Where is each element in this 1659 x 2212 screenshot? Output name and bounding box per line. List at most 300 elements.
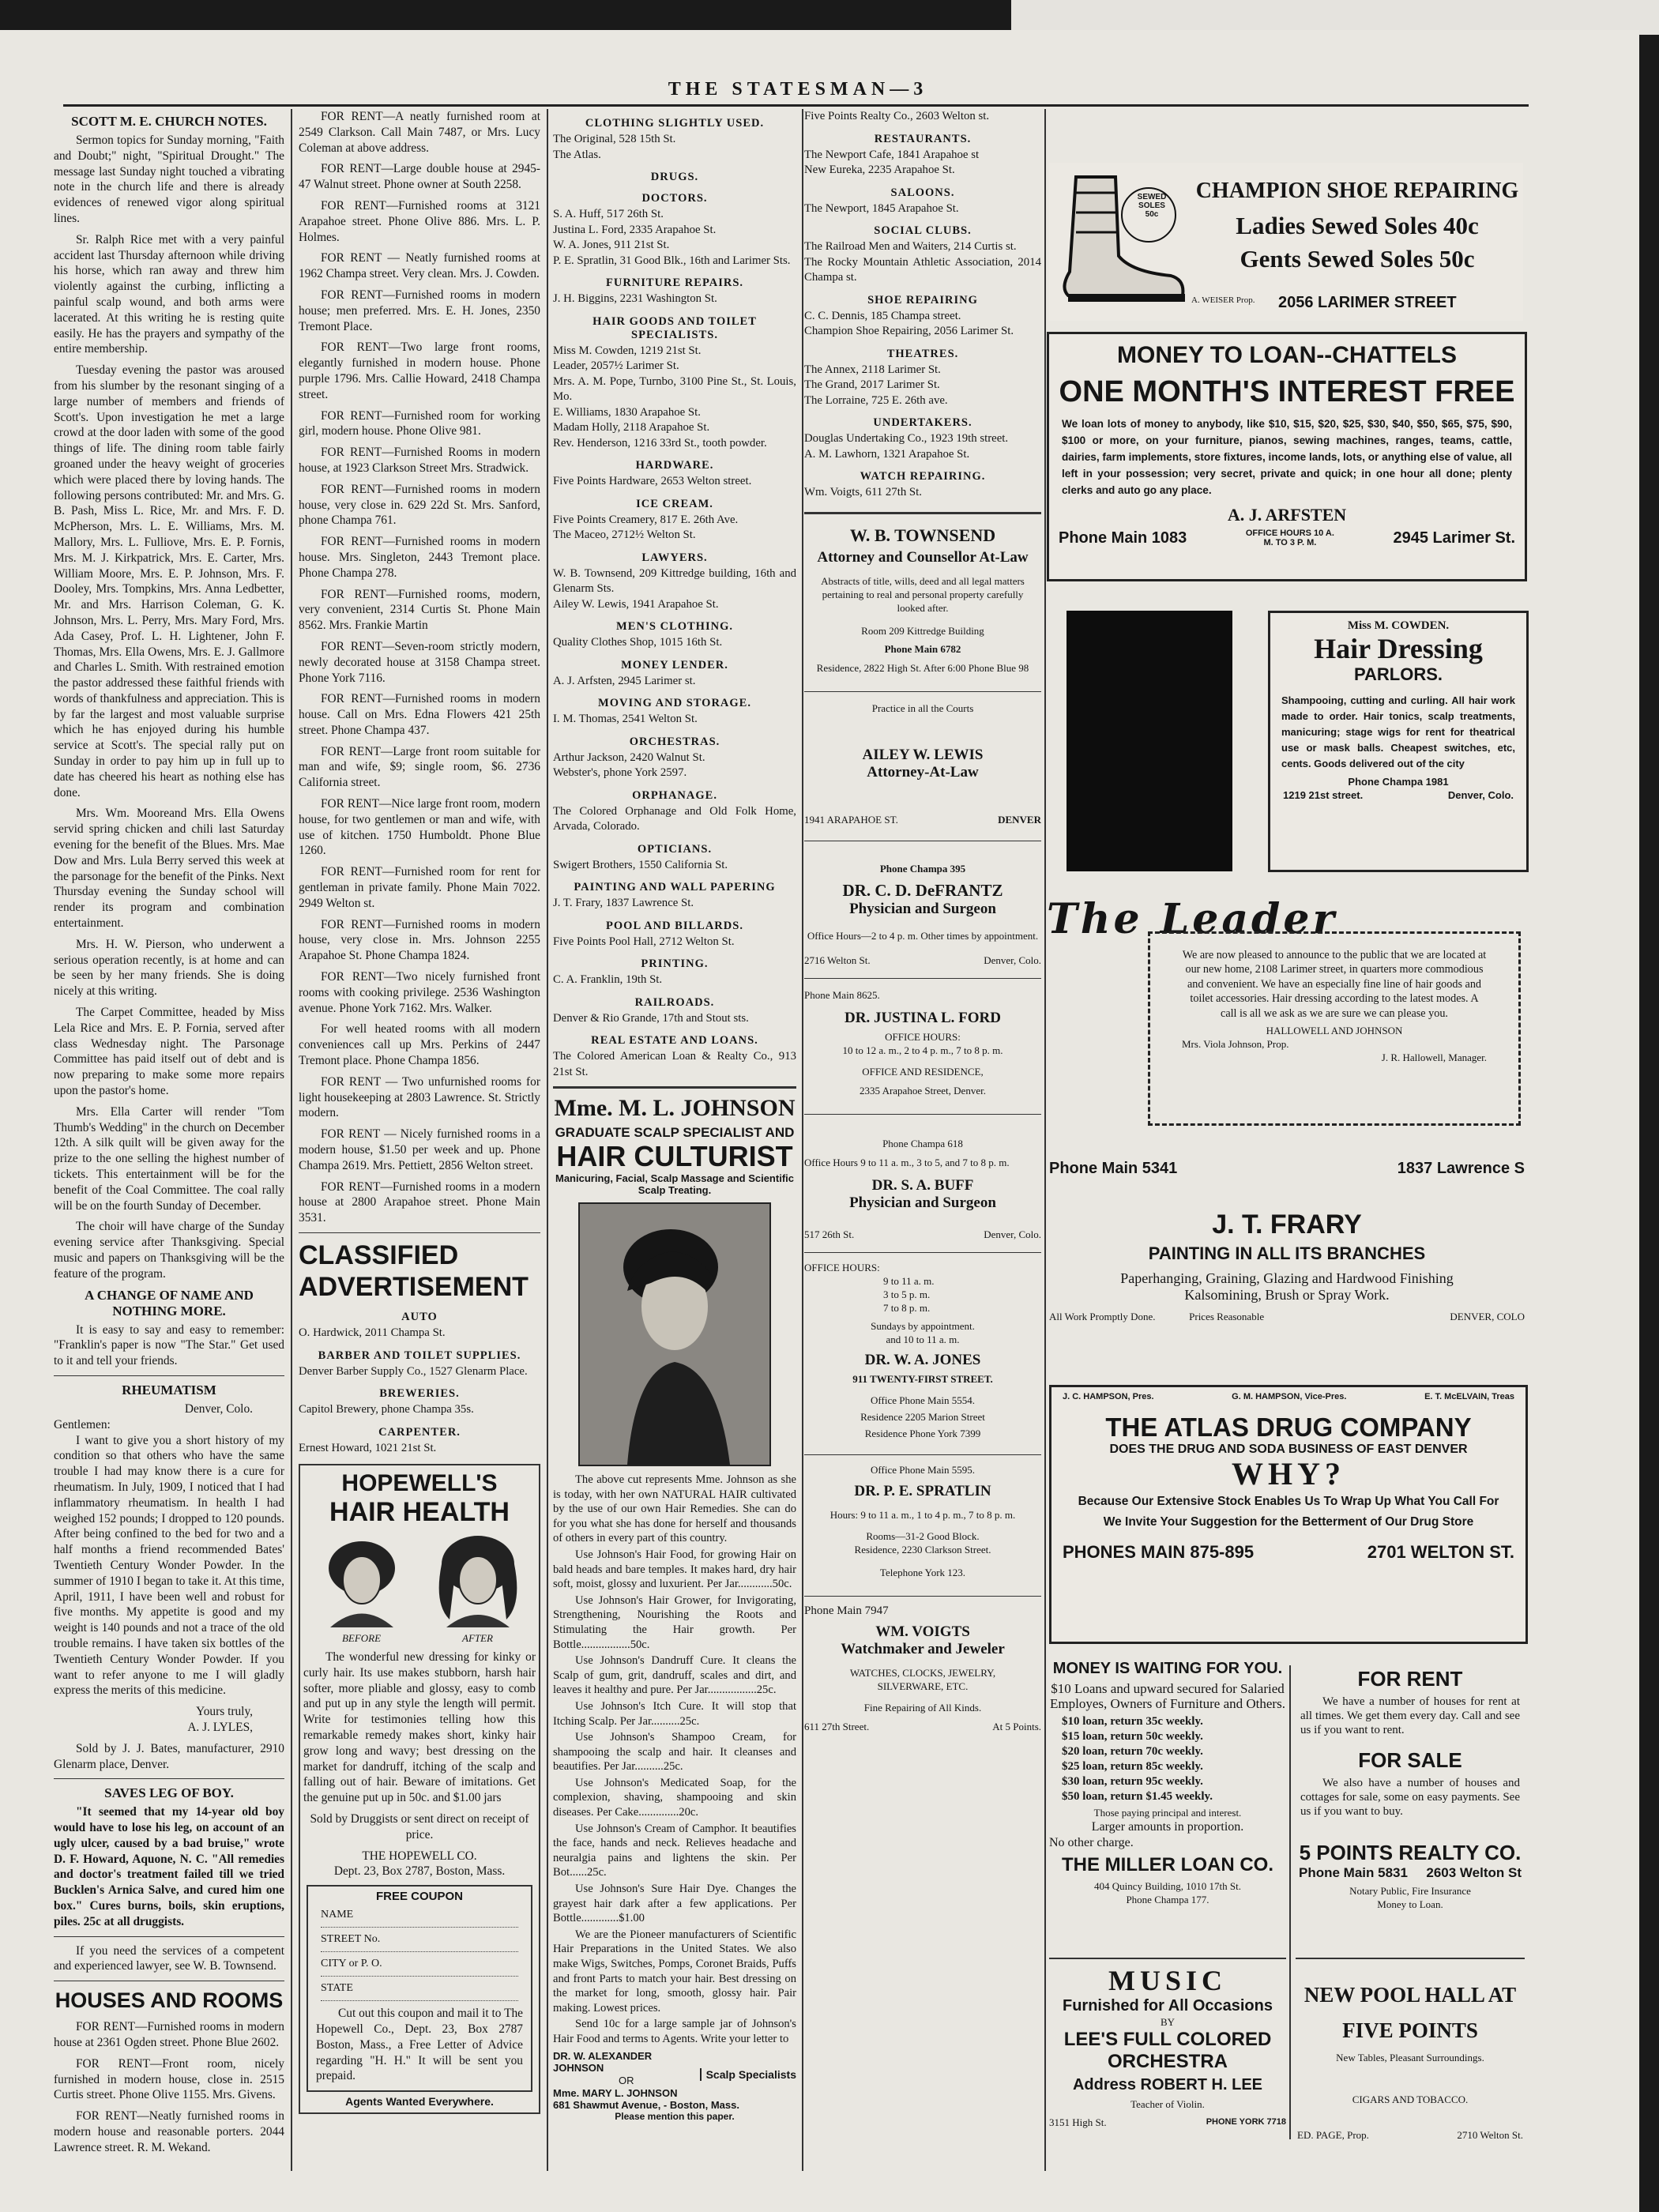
atlas-officer-1: J. C. HAMPSON, Pres. (1063, 1392, 1154, 1401)
townsend-title: Attorney and Counsellor At-Law (817, 548, 1029, 566)
masthead-rule (63, 104, 1529, 107)
cowden-ad (1268, 611, 1529, 872)
johnson-paragraph: Use Johnson's Shampoo Cream, for shampooing the scalp and hair. It cleanses and beautifies. Per Jar..........25c. (553, 1731, 796, 1774)
cowden-title-2: PARLORS. (1353, 664, 1443, 684)
article-title-rheumatism: RHEUMATISM (122, 1382, 216, 1398)
defrantz-name: DR. C. D. DeFRANTZ (842, 880, 1003, 900)
voigts-fine: Fine Repairing of All Kinds. (863, 1701, 982, 1714)
miller-loan-ad (1049, 1659, 1286, 1943)
directory-entry: Denver & Rio Grande, 17th and Stout sts. (553, 1011, 749, 1025)
spratlin-card (804, 1462, 1041, 1589)
defrantz-title: Physician and Surgeon (849, 900, 996, 917)
loan-hours: OFFICE HOURS 10 A. M. TO 3 P. M. (1245, 529, 1334, 547)
rental-listing: FOR RENT—Seven-room strictly modern, newly decorated house at 3158 Champa street. Phone York 7116. (299, 639, 540, 685)
loan-address: 2945 Larimer St. (1393, 529, 1515, 547)
for-rent-text: We have a number of houses for rent at all times. We get them every day. Call and see us if you want to rent. (1300, 1695, 1520, 1736)
lewis-card (804, 698, 1041, 834)
rental-listing: FOR RENT—Furnished rooms at 3121 Arapahoe street. Phone Olive 886. Mrs. L. P. Holmes. (299, 198, 540, 244)
johnson-paragraph: Use Johnson's Hair Grower, for Invigorating, Strengthening, Nourishing the Roots and Stimulating the Hair growth. Per Bottle.................50c. (553, 1593, 796, 1651)
church-paragraph: Mrs. Wm. Mooreand Mrs. Ella Owens servid spring chicken and chili last Saturday evening for the benefit of the Blues. Mrs. Mae Dow and Mrs. Lula Berry served this week at the parsonage for the benefit of the Pinks. Next Thursday evening the Sunday school will render its program and combination entertainment. (54, 807, 284, 931)
article-title-leg: SAVES LEG OF BOY. (104, 1785, 234, 1801)
spratlin-telephone: Telephone York 123. (879, 1566, 966, 1578)
johnson-footer-name-1: DR. W. ALEXANDER JOHNSON (553, 2049, 653, 2074)
music-sub: Furnished for All Occasions (1063, 1997, 1273, 2014)
miller-rate: $15 loan, return 50c weekly. (1062, 1730, 1203, 1743)
directory-entry: J. H. Biggins, 2231 Washington St. (553, 292, 717, 305)
church-paragraph: Sermon topics for Sunday morning, "Faith and Doubt;" night, "Spiritual Drought." The message last Sunday night touched a vibrating note in the church life and there is already evidences of renewed vigor along spiritual lines. (54, 134, 284, 225)
champion-address: 2056 LARIMER STREET (1278, 294, 1457, 311)
lewis-title: Attorney-At-Law (867, 763, 979, 781)
rental-listing: FOR RENT—Furnished rooms, modern, very convenient, 2314 Curtis St. Phone Main 8562. Mrs. Frankie Martin (299, 587, 540, 633)
directory-entry: The Newport Cafe, 1841 Arapahoe st (804, 148, 980, 161)
townsend-name: W. B. TOWNSEND (849, 525, 996, 545)
directory-entry: E. Williams, 1830 Arapahoe St. (553, 405, 701, 419)
for-rent-ad (1296, 1667, 1525, 1911)
boot-icon (1052, 169, 1187, 311)
jones-address: 911 TWENTY-FIRST STREET. (852, 1372, 993, 1385)
rental-listing: FOR RENT—Furnished room for working girl, modern house. Phone Olive 981. (299, 408, 540, 438)
voigts-sub: WATCHES, CLOCKS, JEWELRY, SILVERWARE, ETC. (849, 1666, 996, 1692)
directory-entry: The Original, 528 15th St. (553, 133, 676, 145)
directory-entry: The Rocky Mountain Athletic Association, 2014 Champa st. (804, 255, 1041, 284)
atlas-officers (1051, 1387, 1525, 1401)
voigts-card (804, 1603, 1041, 1738)
directory-entry: The Maceo, 2712½ Welton St. (553, 529, 696, 541)
pool-prop: ED. PAGE, Prop. (1297, 2129, 1369, 2141)
leader-props: HALLOWELL AND JOHNSON (1266, 1025, 1403, 1037)
rheumatism-place: Denver, Colo. (184, 1401, 253, 1416)
realty-address: 2603 Welton St (1426, 1865, 1522, 1880)
johnson-footer (553, 2050, 796, 2099)
cowden-text: Shampooing, cutting and curling. All hair work made to order. Hair tonics, scalp treatments, manicuring; stage wigs for rent for theatrical use or mask balls. Cheapest switches, etc, cents. Goods delivered out of the city (1281, 694, 1515, 769)
jones-card (804, 1259, 1041, 1448)
miller-rate: $50 loan, return $1.45 weekly. (1062, 1790, 1213, 1803)
directory-category: FURNITURE REPAIRS. (605, 276, 744, 289)
column-2 (299, 109, 540, 2187)
miller-note-3: No other charge. (1049, 1835, 1134, 1849)
directory-entry: The Colored American Loan & Realty Co., 913 21st St. (553, 1050, 796, 1078)
miller-rate: $10 loan, return 35c weekly. (1062, 1715, 1203, 1728)
spratlin-phone: Office Phone Main 5595. (871, 1463, 975, 1476)
coupon-fields (308, 1903, 531, 2001)
directory-entry: The Railroad Men and Waiters, 214 Curtis st. (804, 240, 1017, 253)
masthead: THE STATESMAN—3 (668, 79, 928, 100)
divider (54, 1936, 284, 1937)
rental-listing: FOR RENT—Large front room suitable for man and wife, $9; single room, $6. 2736 California street. (299, 744, 540, 790)
cowden-address-row (1270, 788, 1526, 802)
rental-listing: FOR RENT—Furnished rooms in modern house, very close in. 629 22d St. Mrs. Sanford, phone Champa 761. (299, 482, 540, 528)
divider (804, 1252, 1041, 1253)
champion-gents: Gents Sewed Soles 50c (1240, 245, 1475, 273)
divider (54, 1375, 284, 1376)
directory-entry: The Annex, 2118 Larimer St. (804, 363, 941, 376)
lewis-city: DENVER (998, 813, 1041, 826)
directory-entry: Webster's, phone York 2597. (553, 766, 687, 779)
directory-category: HARDWARE. (635, 459, 714, 472)
spratlin-hours: Hours: 9 to 11 a. m., 1 to 4 p. m., 7 to 8 p. m. (830, 1508, 1016, 1521)
directory-entry: The Newport, 1845 Arapahoe St. (804, 201, 959, 215)
atlas-drug-ad (1049, 1385, 1528, 1644)
loan-title-2: ONE MONTH'S INTEREST FREE (1059, 375, 1515, 408)
cowden-phone: Phone Champa 1981 (1348, 776, 1449, 788)
directory-entry: A. M. Lawhorn, 1321 Arapahoe St. (804, 447, 970, 461)
coupon-field: STATE (321, 1977, 518, 2001)
badge-line-2: SOLES (1138, 201, 1165, 210)
directory-entry: Leader, 2057½ Larimer St. (553, 359, 679, 372)
directory-entry: Champion Shoe Repairing, 2056 Larimer St. (804, 325, 1014, 337)
atlas-title: THE ATLAS DRUG COMPANY (1105, 1413, 1472, 1442)
arfsten-loan-ad (1047, 332, 1527, 581)
leader-title: The Leader (1047, 895, 1337, 943)
lawyer-note: If you need the services of a competent and experienced lawyer, see W. B. Townsend. (54, 1943, 284, 1973)
jones-phone-3: Residence Phone York 7399 (864, 1427, 981, 1439)
hopewell-address: Dept. 23, Box 2787, Boston, Mass. (333, 1864, 506, 1879)
johnson-paragraph: Use Johnson's Dandruff Cure. It cleans the Scalp of gum, grit, dandruff, scales and dirt, and leaves it healthy and pure. Per Jar.................25c. (553, 1654, 796, 1697)
rental-listing: FOR RENT—Nice large front room, modern house, for two gentlemen or man and wife, with use of kitchen. 1750 Humboldt. Phone Blue 1260. (299, 797, 540, 858)
johnson-sub-1: GRADUATE SCALP SPECIALIST AND (555, 1125, 795, 1140)
atlas-phones: PHONES MAIN 875-895 (1063, 1542, 1255, 1562)
directory-entry: Five Points Pool Hall, 2712 Welton St. (553, 935, 735, 948)
frary-city: DENVER, COLO (1450, 1311, 1525, 1322)
pool-bottom-row (1296, 2128, 1525, 2142)
frary-bottom-row (1049, 1310, 1525, 1323)
divider (54, 1778, 284, 1779)
directory-entry: J. T. Frary, 1837 Lawrence St. (553, 897, 694, 909)
rental-listing: FOR RENT—Furnished rooms in modern house; men preferred. Mrs. E. H. Jones, 2350 Tremont Place. (299, 288, 540, 333)
directory-entry: The Atlas. (553, 148, 601, 161)
directory-entry: Five Points Hardware, 2653 Welton street. (553, 475, 752, 487)
article-name-change-body: It is easy to say and easy to remember: "Franklin's paper is now "The Star." Get used to it and tell your friends. (54, 1322, 284, 1368)
directory-category: SHOE REPAIRING (867, 293, 978, 307)
rental-listing: FOR RENT—Furnished rooms in modern house, very close in. Mrs. Johnson 2255 Arapahoe St. Phone Champa 1824. (299, 917, 540, 963)
after-figure (431, 1533, 525, 1645)
miller-rates (1049, 1714, 1286, 1804)
johnson-portrait (578, 1202, 771, 1466)
champion-ladies: Ladies Sewed Soles 40c (1236, 212, 1479, 239)
column-rule (547, 109, 548, 2171)
music-phone: PHONE YORK 7718 (1206, 2117, 1286, 2127)
column-3 (553, 109, 796, 2187)
miller-rate: $25 loan, return 85c weekly. (1062, 1760, 1203, 1773)
atlas-officer-3: E. T. McELVAIN, Treas (1424, 1392, 1514, 1401)
coupon-field: NAME (321, 1903, 518, 1928)
jones-hours-3: 7 to 8 p. m. (883, 1301, 931, 1314)
for-rent-title: FOR RENT (1357, 1667, 1463, 1691)
church-paragraph: The choir will have charge of the Sunday evening service after Thanksgiving. Special music and papers on Thanksgiving will be the feature of the program. (54, 1220, 284, 1281)
ford-card (804, 985, 1041, 1108)
defrantz-address-row (804, 954, 1041, 967)
rheumatism-closing: Yours truly, (196, 1705, 253, 1719)
directory-category: UNDERTAKERS. (873, 416, 972, 429)
jones-phone-2: Residence 2205 Marion Street (860, 1410, 985, 1423)
leader-manager: J. R. Hallowell, Manager. (1381, 1051, 1487, 1064)
houses-listing: FOR RENT—Furnished rooms in modern house at 2361 Ogden street. Phone Blue 2602. (54, 2020, 284, 2050)
directory-entry: W. B. Townsend, 209 Kittredge building, 16th and Glenarm Sts. (553, 566, 796, 595)
badge-line-1: SEWED (1137, 193, 1167, 201)
champion-prop: A. WEISER Prop. (1191, 295, 1255, 305)
music-bottom-row (1049, 2116, 1286, 2129)
loan-text: We loan lots of money to anybody, like $10, $15, $20, $25, $30, $40, $50, $65, $75, $90, $100 or more, on your furniture, pianos, sewing machines, ranges, teams, cattle, dairies, farm implements, store fixtures, income lands, lots, or anything else of value, all left in your possession; very secret, private and quick; in one hour all done; plenty clerks and auto go any place. (1062, 418, 1512, 496)
townsend-text: Abstracts of title, wills, deed and all legal matters pertaining to real and personal property carefully looked after. (821, 574, 1025, 614)
johnson-paragraph: The above cut represents Mme. Johnson as she is today, with her own NATURAL HAIR cultivated by the use of our own Hair Remedies. She can do for you what she has done for herself and thousands of others in every part of this country. (553, 1473, 796, 1545)
ford-hours-title: OFFICE HOURS: (885, 1030, 961, 1043)
directory-entry: I. M. Thomas, 2541 Welton St. (553, 713, 698, 725)
directory-entry: Madam Holly, 2118 Arapahoe St. (553, 421, 710, 434)
pool-title-1: NEW POOL HALL AT (1304, 1983, 1517, 2007)
leader-frame (1148, 931, 1521, 1126)
loan-phone: Phone Main 1083 (1059, 529, 1187, 547)
voigts-phone: Phone Main 7947 (804, 1604, 889, 1617)
directory-category: BREWERIES. (379, 1387, 460, 1400)
voigts-title: Watchmaker and Jeweler (841, 1640, 1005, 1657)
leader-prop: Mrs. Viola Johnson, Prop. (1182, 1038, 1289, 1051)
jones-sundays: Sundays by appointment. (871, 1319, 975, 1332)
loan-name: A. J. ARFSTEN (1227, 505, 1347, 525)
defrantz-city: Denver, Colo. (984, 954, 1041, 966)
rental-listing: FOR RENT—Two nicely furnished front rooms with cooking privilege. 2536 Washington avenue. Phone York 7162. Mrs. Walker. (299, 970, 540, 1015)
johnson-paragraph: Use Johnson's Itch Cure. It will stop that Itching Scalp. Per Jar..........25c. (553, 1699, 796, 1728)
music-street: 3151 High St. (1049, 2116, 1107, 2128)
article-title-name-change: A CHANGE OF NAME AND NOTHING MORE. (85, 1287, 254, 1319)
coupon-title: FREE COUPON (375, 1890, 463, 1904)
hopewell-company: THE HOPEWELL CO. (362, 1849, 477, 1863)
rental-listing: FOR RENT—Large double house at 2945-47 Walnut street. Phone owner at South 2258. (299, 162, 540, 192)
directory-entry: Swigert Brothers, 1550 California St. (553, 858, 728, 871)
directory-entry: Mrs. A. M. Pope, Turnbo, 3100 Pine St., St. Louis, Mo. (553, 374, 796, 403)
directory-entry: Miss M. Cowden, 1219 21st St. (553, 344, 702, 357)
johnson-footer-or: OR (619, 2074, 634, 2086)
huff-city: Denver, Colo. (984, 1228, 1041, 1240)
frary-top-row (1049, 1160, 1525, 1178)
directory-category: PAINTING AND WALL PAPERING (574, 881, 776, 893)
directory-category: DOCTORS. (641, 192, 708, 205)
realty-sub-2: Money to Loan. (1377, 1898, 1443, 1910)
directory-category: PRINTING. (641, 957, 709, 970)
ford-office: OFFICE AND RESIDENCE, (862, 1065, 984, 1078)
directory-category: THEATRES. (886, 347, 959, 360)
pool-sub: New Tables, Pleasant Surroundings. (1336, 2052, 1484, 2063)
frary-title: PAINTING IN ALL ITS BRANCHES (1148, 1243, 1426, 1263)
blank-ad-block (1066, 611, 1232, 871)
ford-name: DR. JUSTINA L. FORD (845, 1009, 1001, 1026)
directory-category: SALOONS. (890, 186, 955, 199)
lewis-name: AILEY W. LEWIS (862, 746, 984, 763)
before-label: BEFORE (341, 1632, 382, 1644)
directory-entry: New Eureka, 2235 Arapahoe St. (804, 164, 955, 176)
huff-address-row (804, 1228, 1041, 1241)
ford-phone: Phone Main 8625. (804, 988, 880, 1001)
article-title-church: SCOTT M. E. CHURCH NOTES. (71, 114, 267, 129)
huff-hours: Office Hours 9 to 11 a. m., 3 to 5, and 7 to 8 p. m. (804, 1156, 1010, 1168)
divider (804, 512, 1041, 514)
directory-entry: Arthur Jackson, 2420 Walnut St. (553, 750, 705, 764)
divider (804, 691, 1041, 692)
frary-done: All Work Promptly Done. (1049, 1311, 1156, 1322)
directory-entry: Justina L. Ford, 2335 Arapahoe St. (553, 223, 717, 236)
townsend-phone: Phone Main 6782 (884, 642, 961, 655)
sewed-soles-badge (1125, 193, 1179, 219)
for-sale-title: FOR SALE (1358, 1748, 1462, 1772)
music-by: BY (1160, 2016, 1176, 2028)
johnson-paragraph: Use Johnson's Cream of Camphor. It beautifies the face, hands and neck. Relieves headache and neuralgia pains and lightens the skin. Per Bot......25c. (553, 1822, 796, 1879)
atlas-line-2: We Invite Your Suggestion for the Betterment of Our Drug Store (1103, 1515, 1474, 1529)
atlas-officer-2: G. M. HAMPSON, Vice-Pres. (1232, 1392, 1347, 1401)
directory-entry: C. C. Dennis, 185 Champa street. (804, 309, 961, 322)
directory-entry: C. A. Franklin, 19th St. (553, 973, 663, 986)
directory-entry: O. Hardwick, 2011 Champa St. (299, 1326, 446, 1339)
directory-entry: Ailey W. Lewis, 1941 Arapahoe St. (553, 597, 719, 611)
article-leg-body: "It seemed that my 14-year old boy would have to lose his leg, on account of an ugly ulcer, caused by a bad bruise," wrote D. F. Howard, Aquone, N. C. "All remedies and doctor's treatment failed till we tried Bucklen's Arnica Salve, and cured him one box." Cures burns, boils, skin eruptions, piles. 25c at all druggists. (54, 1805, 284, 1928)
johnson-paragraph: Use Johnson's Sure Hair Dye. Changes the grayest hair dark after a few applications. Per Bottle.............$1.00 (553, 1883, 796, 1925)
directory-entry: Rev. Henderson, 1216 33rd St., tooth powder. (553, 436, 767, 450)
huff-name: DR. S. A. BUFF (871, 1176, 974, 1194)
woman-after-icon (431, 1533, 525, 1627)
lewis-practice: Practice in all the Courts (871, 702, 974, 714)
jones-phone-1: Office Phone Main 5554. (871, 1394, 975, 1406)
townsend-card (804, 521, 1041, 685)
ford-address: 2335 Arapahoe Street, Denver. (860, 1084, 986, 1097)
miller-address: 404 Quincy Building, 1010 17th St. (1094, 1879, 1241, 1892)
leader-text: We are now pleased to announce to the public that we are located at our new home, 2108 Larimer street, in quarters more commodious and convenient. We have an especially fine line of hair goods and toilet accessories. Hair dressing according to the latest modes. A call is all we ask as we are sure we can please you. (1182, 949, 1487, 1020)
miller-title: MONEY IS WAITING FOR YOU. (1052, 1660, 1283, 1677)
pool-cigars: CIGARS AND TOBACCO. (1352, 2094, 1469, 2105)
rental-listing: FOR RENT—Furnished rooms in modern house. Call on Mrs. Edna Flowers 421 25th street. Phone Champa 437. (299, 692, 540, 737)
lewis-address-row (804, 813, 1041, 826)
coupon-field: CITY or P. O. (321, 1952, 518, 1977)
column-rule (291, 109, 292, 2171)
agents-wanted: Agents Wanted Everywhere. (345, 2095, 494, 2109)
directory-category: CARPENTER. (378, 1425, 461, 1439)
loan-bottom-row (1049, 529, 1525, 547)
directory-list-2 (804, 133, 1041, 501)
jones-hours-2: 3 to 5 p. m. (883, 1288, 931, 1300)
church-paragraph: Mrs. Ella Carter will render "Tom Thumb's Wedding" in the church on December 12th. A silk quilt will be given away for the prize to the one selling the highest number of tickets. This entertainment will be for the benefit of the Coal Committee. The coal rally will be on the fourth Sunday of December. (54, 1104, 284, 1213)
jones-name: DR. W. A. JONES (864, 1351, 981, 1368)
frary-sub-1: Paperhanging, Graining, Glazing and Hardwood Finishing (1120, 1270, 1454, 1286)
pool-title-2: FIVE POINTS (1342, 2018, 1478, 2042)
johnson-paragraph: Use Johnson's Hair Food, for growing Hair on bald heads and bare temples. It makes hard, dry hair soft, moist, glossy and luxurient. Per Jar............50c. (553, 1548, 796, 1591)
coupon-box (307, 1885, 532, 2092)
rheumatism-body: I want to give you a short history of my condition so that others who have the same trouble I had may know there is a cure for rheumatism. In July, 1909, I noticed that I had inflammatory rheumatism. In health I had weighed 152 pounds; I dropped to 120 pounds. After being confined to the bed for two and a half months a friend recommended Bates' Twentieth Century Wonder Powder. In the summer of 1910 I began to take it. At this time, April, 1911, I have been well and robust for five months. My appetite is good and my weight is 140 pounds and not a trace of the old trouble remains. I have taken six bottles of the Twentieth Century Wonder Powder. If you want to refer anyone to me I will gladly express the merits of this medicine. (54, 1433, 284, 1698)
realty-row (1296, 1865, 1525, 1881)
voigts-location: At 5 Points. (992, 1720, 1041, 1732)
directory-category: REAL ESTATE AND LOANS. (591, 1034, 758, 1047)
hopewell-body: The wonderful new dressing for kinky or curly hair. Its use makes stubborn, harsh hair softer, more pliable and glossy, easy to comb and put up in any style the length will permit. Write for testimonies telling how this remarkable remedy makes short, kinky hair grow long and wavy; best dressing on the market for dandruff, itching of the scalp and falling out of hair. Beware of imitations. Get the genuine put up in 50c. and $1.00 jars (303, 1650, 536, 1805)
divider (804, 1596, 1041, 1597)
voigts-address-row (804, 1720, 1041, 1733)
rental-listing: FOR RENT—Furnished rooms in a modern house at 2800 Arapahoe street. Phone Main 3531. (299, 1179, 540, 1225)
huff-title: Physician and Surgeon (849, 1194, 996, 1211)
jones-sundays-2: and 10 to 11 a. m. (886, 1333, 960, 1345)
rental-listing: FOR RENT—A neatly furnished room at 2549 Clarkson. Call Main 7487, or Mrs. Lucy Coleman at above address. (299, 110, 540, 155)
for-sale-text: We also have a number of houses and cottages for sale, some on easy payments. See us if you want to buy. (1300, 1777, 1520, 1818)
johnson-paragraph: We are the Pioneer manufacturers of Scientific Hair Preparations in the United States. We also make Wigs, Switches, Pomps, Coronet Braids, Puffs and front Parts to match your hair. Best dressing on the market for long, smooth, glossy hair. Pair making. Lowest prices. (553, 1928, 796, 2014)
divider (804, 1454, 1041, 1455)
classified-categories (299, 1311, 540, 1456)
frary-sub-2: Kalsomining, Brush or Spray Work. (1184, 1287, 1390, 1303)
miller-note-2: Larger amounts in proportion. (1091, 1820, 1244, 1834)
miller-rate: $30 loan, return 95c weekly. (1062, 1775, 1203, 1788)
atlas-bottom-row (1051, 1529, 1525, 1563)
johnson-ad (553, 1095, 796, 2122)
column-rule (1289, 1665, 1291, 2139)
coupon-text: Cut out this coupon and mail it to The Hopewell Co., Dept. 23, Box 2787 Boston, Mass., a Free Letter of Advice regarding "H. H." It will be sent you prepaid. (316, 2007, 523, 2083)
frary-prices: Prices Reasonable (1189, 1311, 1265, 1322)
spratlin-name: DR. P. E. SPRATLIN (854, 1482, 991, 1499)
rental-listing: FOR RENT — Neatly furnished rooms at 1962 Champa street. Very clean. Mrs. J. Cowden. (299, 251, 540, 281)
townsend-room: Room 209 Kittredge Building (861, 624, 984, 637)
miller-note-1: Those paying principal and interest. (1093, 1807, 1242, 1819)
music-name-2: ORCHESTRA (1107, 2051, 1228, 2072)
atlas-sub: DOES THE DRUG AND SODA BUSINESS OF EAST DENVER (1109, 1443, 1468, 1456)
cowden-address: 1219 21st street. (1283, 789, 1364, 801)
johnson-footer-address: 681 Shawmut Avenue, - Boston, Mass. (553, 2098, 739, 2111)
johnson-paragraph: Send 10c for a large sample jar of Johnson's Hair Food and terms to Agents. Write your letter to (553, 2018, 796, 2045)
spratlin-residence: Residence, 2230 Clarkson Street. (854, 1543, 991, 1556)
houses-title: HOUSES AND ROOMS (55, 1988, 284, 2013)
column-rule (802, 109, 803, 2171)
music-title: MUSIC (1108, 1965, 1227, 1996)
directory-list-1 (553, 117, 796, 1080)
column-4 (804, 109, 1041, 2187)
directory-entry: The Colored Orphanage and Old Folk Home, Arvada, Colorado. (553, 804, 796, 833)
hopewell-sold: Sold by Druggists or sent direct on receipt of price. (310, 1811, 529, 1841)
music-teacher: Teacher of Violin. (1130, 2098, 1205, 2110)
directory-category: BARBER AND TOILET SUPPLIES. (318, 1349, 521, 1362)
frary-ad (1049, 1160, 1525, 1365)
divider (299, 1232, 540, 1233)
hopewell-title-2: HAIR HEALTH (329, 1497, 510, 1527)
directory-category: CLOTHING SLIGHTLY USED. (585, 117, 765, 130)
cowden-city: Denver, Colo. (1447, 789, 1514, 801)
directory-entry: A. J. Arfsten, 2945 Larimer st. (553, 674, 696, 687)
before-figure (314, 1533, 409, 1645)
rental-listing: FOR RENT—Two large front rooms, elegantly furnished in modern house. Phone purple 1796. Mrs. Callie Howard, 2418 Champa street. (299, 340, 540, 401)
frary-address: 1837 Lawrence S (1397, 1160, 1525, 1177)
lewis-address: 1941 ARAPAHOE ST. (804, 813, 898, 826)
directory-category: SOCIAL CLUBS. (874, 224, 972, 237)
directory-entry: Denver Barber Supply Co., 1527 Glenarm Place. (299, 1364, 528, 1378)
townsend-residence: Residence, 2822 High St. After 6:00 Phone Blue 98 (816, 661, 1029, 674)
voigts-address: 611 27th Street. (804, 1720, 870, 1732)
realty-title: 5 POINTS REALTY CO. (1299, 1841, 1522, 1864)
champion-shoe-ad (1049, 163, 1523, 321)
loan-title-1: MONEY TO LOAN--CHATTELS (1117, 342, 1457, 368)
directory-category: WATCH REPAIRING. (860, 470, 986, 483)
huff-card (804, 1121, 1041, 1246)
johnson-footer-spec: Scalp Specialists (700, 2068, 796, 2081)
atlas-address: 2701 WELTON ST. (1367, 1542, 1514, 1562)
directory-category: POOL AND BILLARDS. (606, 919, 743, 932)
spratlin-rooms: Rooms—31-2 Good Block. (866, 1529, 980, 1542)
church-paragraph: Tuesday evening the pastor was aroused from his slumber by the resonant singing of a large number of members and friends of Scott's. Upon investigation he met a large crowd at the door laden with some of the good things of life. The dining room table fairly groaned under the heavy weight of groceries which were placed there by loving hands. The following persons contributed: Mr. and Mrs. G. B. Pash, Miss L. Rice, Mr. and Mrs. F. D. McPherson, Mrs. L. E. Williams, Mrs. M. Mallory, Mrs. L. Fulliove, Mrs. E. P. Fornis, Mrs. M. J. Kirkpatrick, Mrs. E. Carter, Mrs. William Moore, Mrs. E. P. Johnson, Mrs. F. Dooley, Mrs. Tompkins, Mrs. Anna Ledbetter, Mr. and Mrs. Harrison Coleman, G. K. Johnson, Mrs. L. Perry, Mrs. Mary Ford, Mrs. Ada Casey, Prof. L. H. Lightener, John F. Thomas, Mrs. Ella Owens, Mrs. E. J. Gallmore and Charles L. Smith. With restrained emotion the pastor addressed these faithful friends with words of thankfulness and appreciation. This is by far the largest and most valuable surprise which he has enjoyed during his humble service at Scott's. The special rally put on Sunday in order to pay him up in full up to date has cheered his heart as nothing else has done. (54, 363, 284, 799)
rental-listing: FOR RENT — Two unfurnished rooms for light housekeeping at 2803 Lawrence. St. Strictly modern. (299, 1074, 540, 1120)
divider (804, 978, 1041, 979)
johnson-name: Mme. M. L. JOHNSON (554, 1095, 796, 1121)
rental-list (299, 109, 540, 1226)
ford-hours: 10 to 12 a. m., 2 to 4 p. m., 7 to 8 p. m. (842, 1044, 1003, 1056)
directory-entry: The Lorraine, 725 E. 26th ave. (804, 393, 948, 407)
column-rule (1044, 109, 1046, 2171)
directory-entry: S. A. Huff, 517 26th St. (553, 208, 664, 220)
houses-list (54, 2019, 284, 2155)
rental-listing: FOR RENT—Furnished Rooms in modern house, at 1923 Clarkson Street Mrs. Stradwick. (299, 446, 540, 475)
directory-entry: Ernest Howard, 1021 21st St. (299, 1441, 437, 1454)
cowden-title-1: Hair Dressing (1314, 633, 1483, 664)
johnson-sub-3: Manicuring, Facial, Scalp Massage and Scientific Scalp Treating. (555, 1172, 794, 1196)
voigts-name: WM. VOIGTS (875, 1623, 970, 1640)
divider (804, 1114, 1041, 1115)
